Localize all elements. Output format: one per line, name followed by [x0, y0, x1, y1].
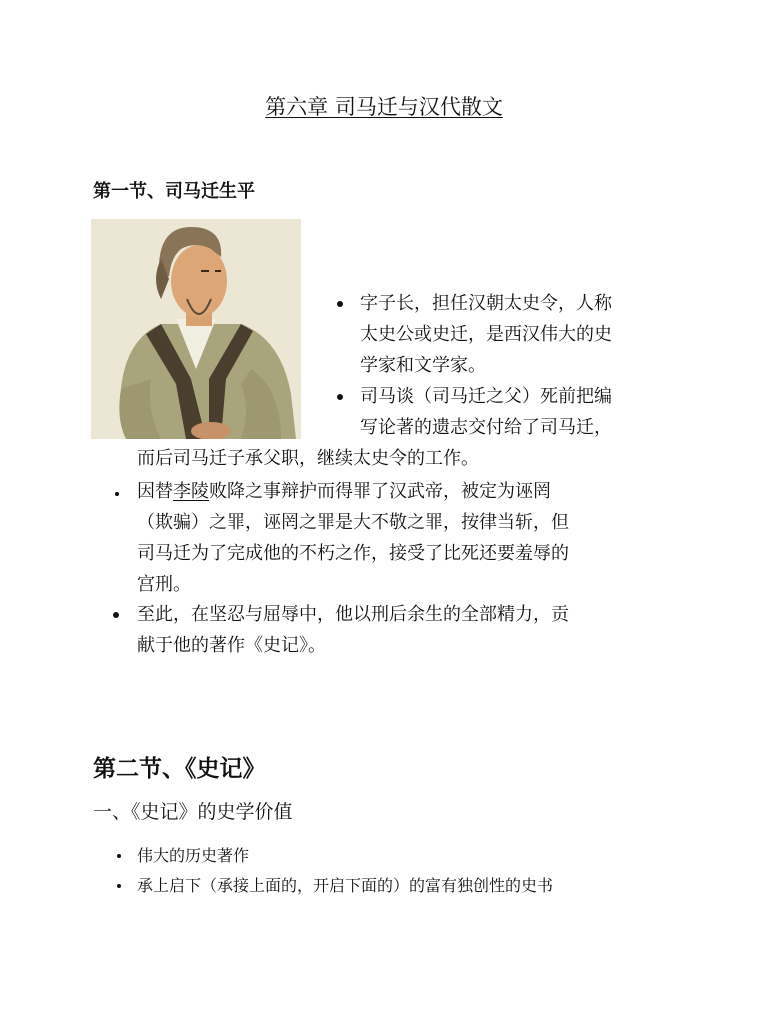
- section-2-bullet-2: 承上启下（承接上面的，开启下面的）的富有独创性的史书: [137, 876, 554, 895]
- bullet-dot: [337, 301, 343, 307]
- bullet-2-line-1: 司马谈（司马迁之父）死前把编: [360, 386, 612, 407]
- bullet-3-prefix: 因替: [137, 481, 173, 502]
- bullet-1-line-1: 字子长，担任汉朝太史令，人称: [360, 293, 612, 314]
- li-ling-name: 李陵: [173, 481, 209, 502]
- bullet-dot: [115, 492, 119, 496]
- section-2-title: 第二节、《史记》: [93, 755, 266, 782]
- bullet-3-line-2: （欺骗）之罪，诬罔之罪是大不敬之罪，按律当斩，但: [137, 512, 569, 533]
- bullet-dot: [117, 884, 121, 888]
- bullet-3-line-4: 宫刑。: [137, 574, 191, 595]
- chapter-title: 第六章 司马迁与汉代散文: [265, 95, 503, 119]
- bullet-dot: [113, 612, 119, 618]
- bullet-dot: [117, 854, 121, 858]
- bullet-1-line-2: 太史公或史迁，是西汉伟大的史: [360, 324, 612, 345]
- sima-qian-portrait-image: [91, 219, 301, 439]
- bullet-3-rest: 败降之事辩护而得罪了汉武帝，被定为诬罔: [209, 481, 551, 502]
- bullet-3-line-3: 司马迁为了完成他的不朽之作，接受了比死还要羞辱的: [137, 543, 569, 564]
- section-1-title: 第一节、司马迁生平: [93, 181, 255, 202]
- bullet-dot: [337, 394, 343, 400]
- bullet-3-line-1: [137, 477, 551, 507]
- bullet-1-line-3: 学家和文学家。: [360, 355, 486, 376]
- bullet-2-line-3: 而后司马迁子承父职，继续太史令的工作。: [137, 448, 479, 469]
- bullet-4-line-2: 献于他的著作《史记》。: [137, 635, 326, 656]
- bullet-2-line-2: 写论著的遗志交付给了司马迁，: [360, 417, 612, 438]
- section-2-bullet-1: 伟大的历史著作: [137, 846, 250, 865]
- bullet-4-line-1: 至此，在坚忍与屈辱中，他以刑后余生的全部精力，贡: [137, 604, 569, 625]
- section-2-subtitle: 一、《史记》的史学价值: [93, 801, 293, 823]
